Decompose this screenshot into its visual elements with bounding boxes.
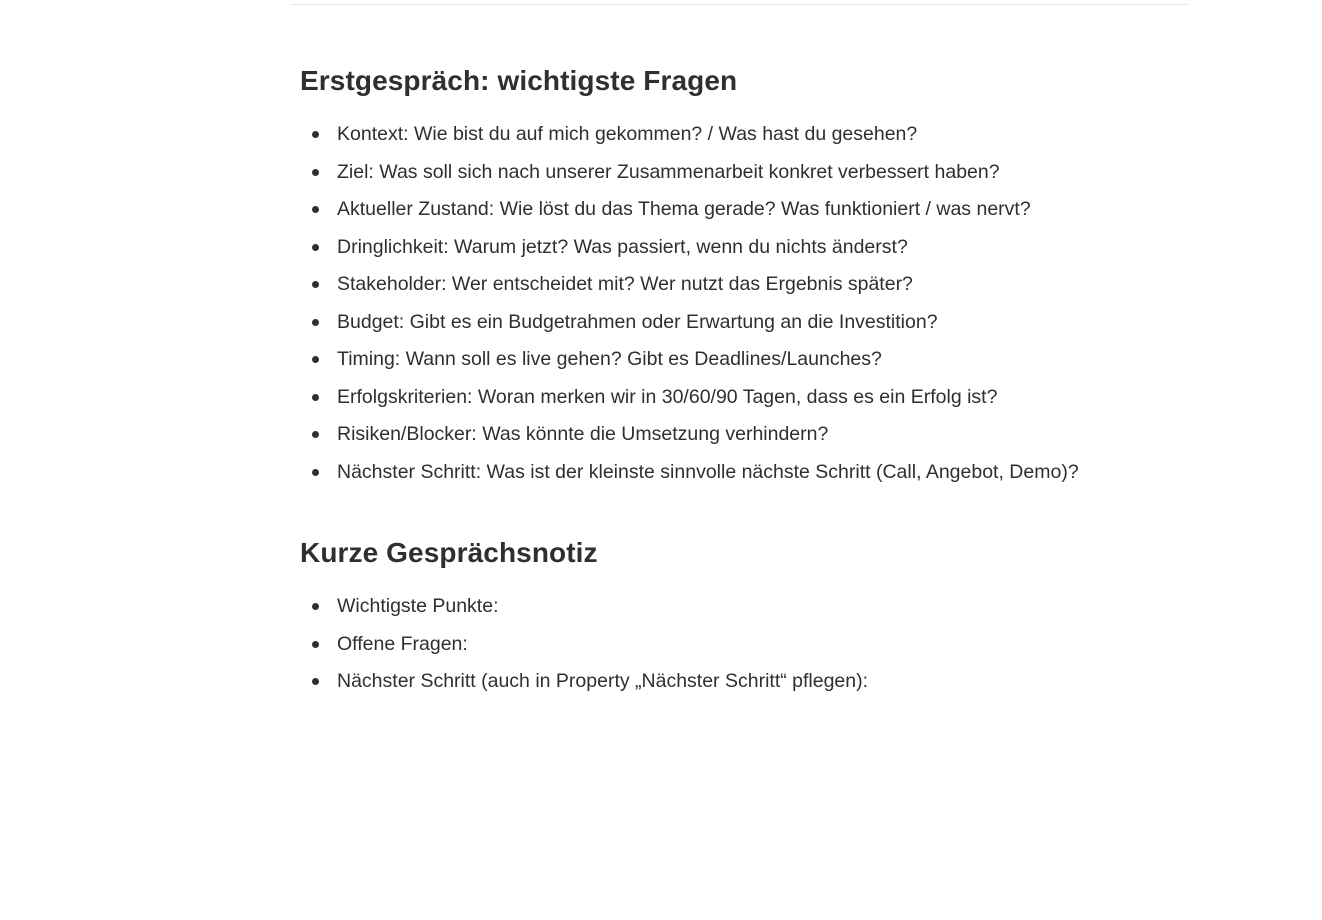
list-item[interactable] bbox=[300, 229, 1180, 267]
list-item-text[interactable]: Kontext: Wie bist du auf mich gekommen? / Was hast du gesehen? bbox=[337, 123, 918, 145]
list-item-text[interactable]: Aktueller Zustand: Wie löst du das Thema gerade? Was funktioniert / was nervt? bbox=[337, 198, 1031, 220]
bullet-icon bbox=[312, 319, 319, 326]
list-item[interactable] bbox=[300, 341, 1180, 379]
list-item-text[interactable]: Ziel: Was soll sich nach unserer Zusammenarbeit konkret verbessert haben? bbox=[337, 160, 1000, 183]
bullet-icon bbox=[312, 244, 319, 251]
list-item[interactable] bbox=[300, 416, 1180, 454]
list-item-text[interactable]: Timing: Wann soll es live gehen? Gibt es Deadlines/Launches? bbox=[337, 348, 882, 370]
list-item[interactable] bbox=[300, 454, 1180, 492]
bullet-icon bbox=[312, 678, 319, 685]
bullet-icon bbox=[312, 431, 319, 438]
top-divider bbox=[290, 4, 1188, 5]
list-item-text[interactable]: Stakeholder: Wer entscheidet mit? Wer nutzt das Ergebnis später? bbox=[337, 273, 913, 295]
list-item[interactable] bbox=[300, 663, 1180, 701]
bullet-icon bbox=[312, 394, 319, 401]
list-item[interactable] bbox=[300, 588, 1180, 626]
list-item-text[interactable]: Offene Fragen: bbox=[337, 632, 468, 655]
bullet-icon bbox=[312, 281, 319, 288]
list-item[interactable] bbox=[300, 266, 1180, 304]
list-item[interactable] bbox=[300, 626, 1180, 664]
list-item-text[interactable]: Dringlichkeit: Warum jetzt? Was passiert, wenn du nichts änderst? bbox=[337, 235, 908, 258]
bullet-icon bbox=[312, 641, 319, 648]
bullet-icon bbox=[312, 131, 319, 138]
bullet-icon bbox=[312, 169, 319, 176]
bullet-icon bbox=[312, 206, 319, 213]
notes-list bbox=[300, 588, 1180, 701]
bullet-icon bbox=[312, 603, 319, 610]
list-item[interactable] bbox=[300, 116, 1180, 154]
questions-list bbox=[300, 116, 1180, 491]
list-item-text[interactable]: Risiken/Blocker: Was könnte die Umsetzung verhindern? bbox=[337, 423, 829, 445]
section-heading-gespraechsnotiz[interactable]: Kurze Gesprächsnotiz bbox=[300, 537, 598, 568]
list-item-text[interactable]: Nächster Schritt (auch in Property „Nächster Schritt“ pflegen): bbox=[337, 670, 869, 692]
list-item-text[interactable]: Budget: Gibt es ein Budgetrahmen oder Erwartung an die Investition? bbox=[337, 310, 938, 333]
list-item-text[interactable]: Nächster Schritt: Was ist der kleinste sinnvolle nächste Schritt (Call, Angebot, Demo)? bbox=[337, 460, 1079, 483]
list-item[interactable] bbox=[300, 379, 1180, 417]
list-item[interactable] bbox=[300, 154, 1180, 192]
list-item[interactable] bbox=[300, 304, 1180, 342]
bullet-icon bbox=[312, 469, 319, 476]
list-item-text[interactable]: Erfolgskriterien: Woran merken wir in 30/60/90 Tagen, dass es ein Erfolg ist? bbox=[337, 385, 998, 408]
list-item[interactable] bbox=[300, 191, 1180, 229]
list-item-text[interactable]: Wichtigste Punkte: bbox=[337, 595, 499, 617]
bullet-icon bbox=[312, 356, 319, 363]
section-heading-erstgespraech[interactable]: Erstgespräch: wichtigste Fragen bbox=[300, 65, 738, 96]
